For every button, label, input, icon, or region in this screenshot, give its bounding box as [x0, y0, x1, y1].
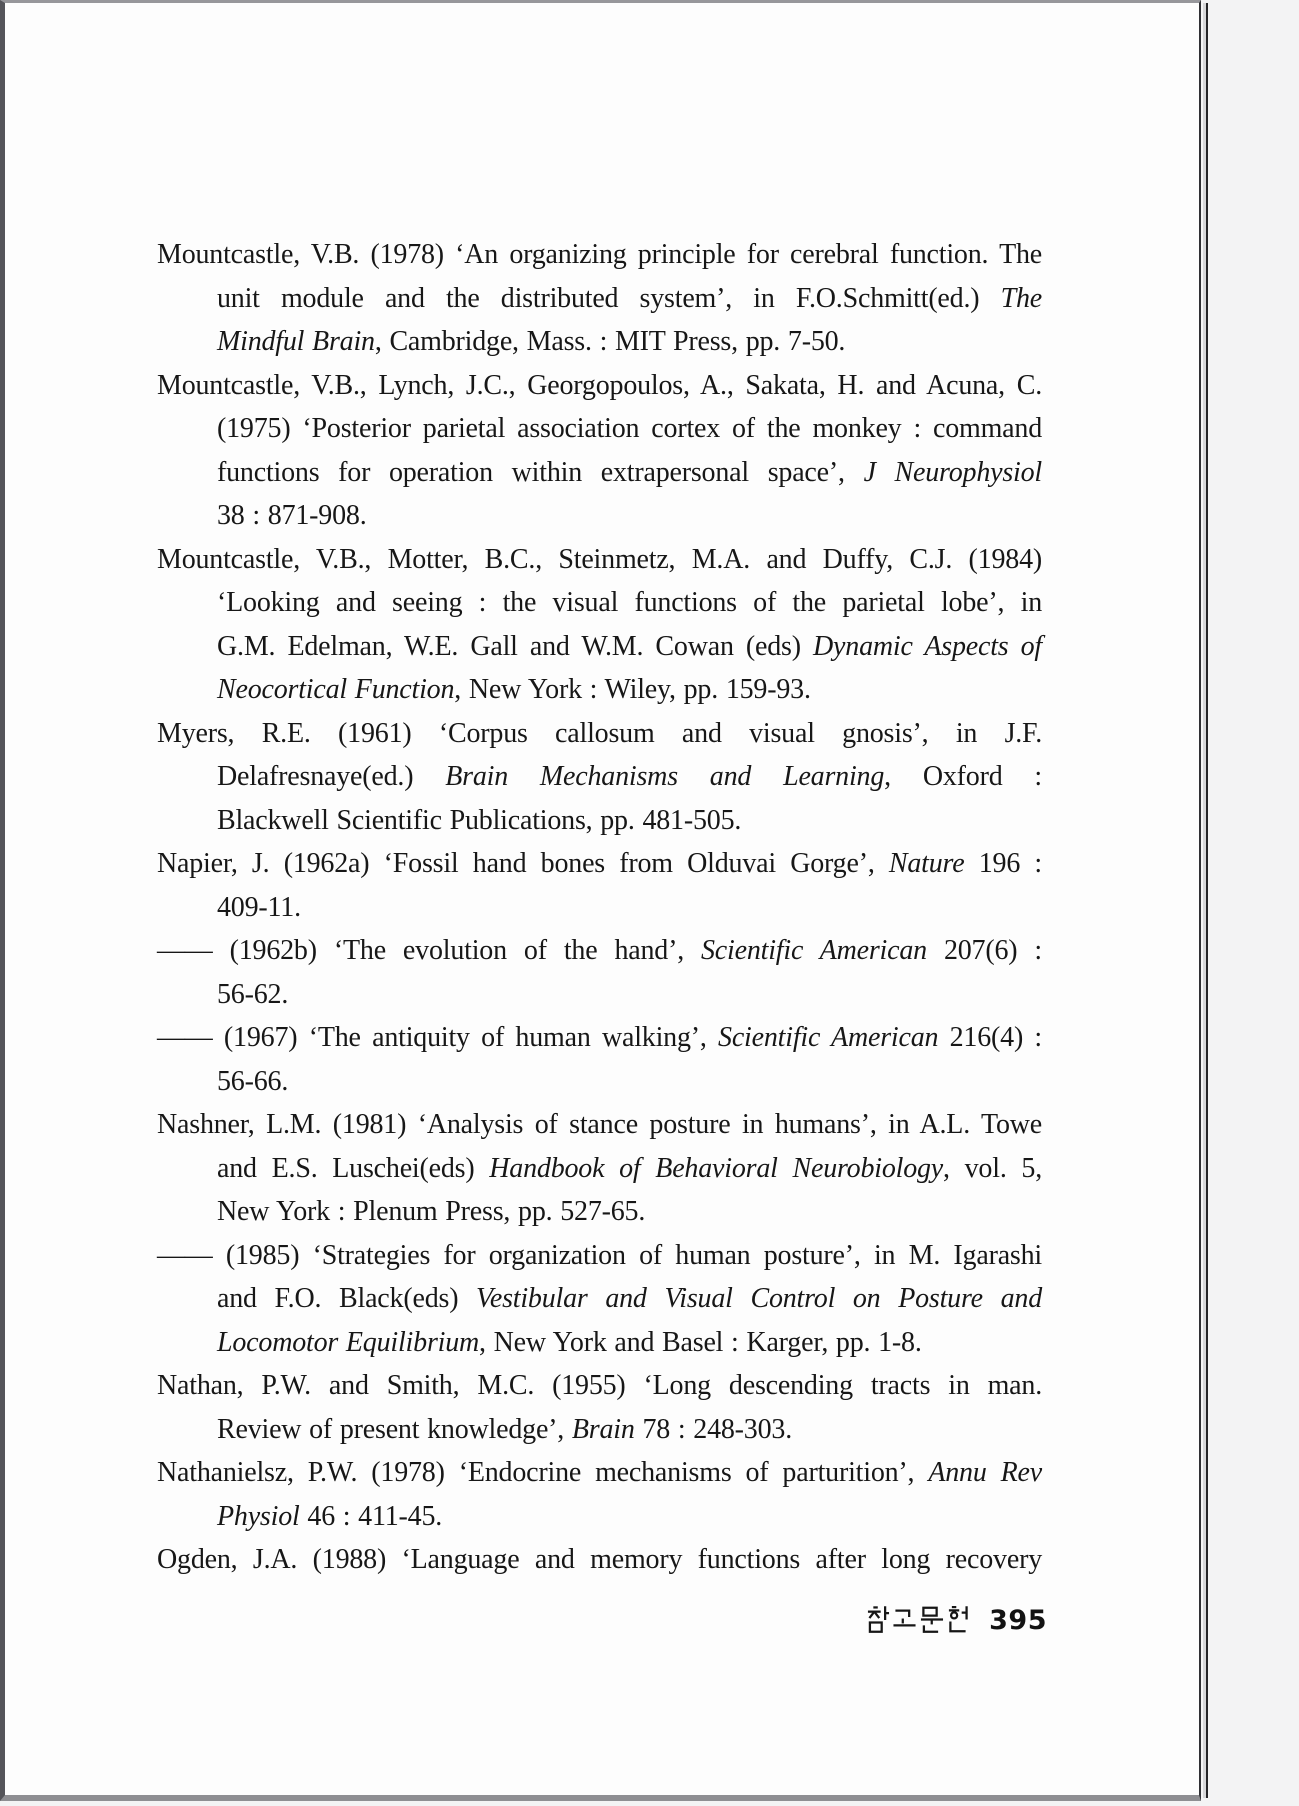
reference-title-segment: Vestibular and Visual Control on Posture and — [476, 1283, 1042, 1314]
reference-text-segment: and F.O. Black(eds) — [217, 1283, 477, 1314]
reference-line — [157, 842, 1042, 886]
reference-line — [157, 1321, 1042, 1365]
page-footer — [157, 1605, 1047, 1636]
reference-line — [157, 1538, 1042, 1582]
reference-text-segment: Nathan, P.W. and Smith, M.C. (1955) ‘Long descending tracts in man. — [157, 1370, 1042, 1401]
reference-line — [157, 1495, 1042, 1539]
reference-text-segment: Blackwell Scientific Publications, pp. 481-505. — [217, 804, 742, 836]
reference-line — [157, 973, 1042, 1017]
reference-text-segment: ‘Looking and seeing : the visual functions of the parietal lobe’, in — [217, 587, 1042, 618]
reference-text-segment: (1975) ‘Posterior parietal association cortex of the monkey : command — [217, 413, 1042, 444]
reference-title-segment: Neocortical Function — [217, 674, 455, 705]
reference-title-segment: Scientific American — [701, 935, 927, 966]
reference-title-segment: Scientific American — [718, 1022, 939, 1053]
page-number: 395 — [989, 1605, 1047, 1636]
reference-line — [157, 799, 1042, 843]
reference-text-segment: unit module and the distributed system’, in F.O.Schmitt(ed.) — [217, 282, 1001, 314]
reference-line — [157, 1147, 1042, 1191]
reference-text-segment: functions for operation within extrapersonal space’, — [217, 456, 864, 488]
reference-title-segment: Physiol — [217, 1500, 300, 1532]
reference-text-segment: Nathanielsz, P.W. (1978) ‘Endocrine mechanisms of parturition’, — [157, 1457, 929, 1488]
reference-text-segment: 56-66. — [217, 1065, 289, 1097]
reference-text-segment: 46 : 411-45. — [299, 1500, 443, 1532]
reference-title-segment: The — [1000, 282, 1042, 314]
reference-line — [157, 1060, 1042, 1104]
reference-line — [157, 1234, 1042, 1278]
reference-text-segment: G.M. Edelman, W.E. Gall and W.M. Cowan (eds) — [217, 630, 814, 662]
reference-title-segment: Handbook of Behavioral Neurobiology — [489, 1152, 944, 1184]
reference-text-segment: New York : Plenum Press, pp. 527-65. — [217, 1196, 646, 1227]
reference-title-segment: Nature — [888, 848, 965, 879]
page-edge — [1203, 3, 1208, 1798]
reference-line — [157, 755, 1042, 799]
reference-title-segment: Locomotor Equilibrium — [217, 1326, 480, 1358]
reference-text-segment: Nashner, L.M. (1981) ‘Analysis of stance posture in humans’, in A.L. Towe — [157, 1109, 1042, 1140]
reference-text-segment: 409-11. — [217, 891, 301, 923]
reference-line — [157, 712, 1042, 756]
reference-line — [157, 320, 1042, 364]
reference-title-segment: Mindful Brain — [217, 326, 375, 357]
reference-text-segment: Review of present knowledge’, — [217, 1413, 572, 1445]
reference-text-segment: 78 : 248-303. — [634, 1413, 792, 1445]
reference-title-segment: Brain Mechanisms and Learning — [445, 761, 885, 792]
references-list — [157, 233, 1042, 1582]
reference-text-segment: —— (1985) ‘Strategies for organization of human posture’, in M. Igarashi — [157, 1239, 1042, 1271]
reference-line — [157, 1277, 1042, 1321]
reference-line — [157, 1364, 1042, 1408]
reference-line — [157, 886, 1042, 930]
reference-title-segment: Brain — [571, 1413, 635, 1445]
reference-line — [157, 1408, 1042, 1452]
reference-text-segment: , New York and Basel : Karger, pp. 1-8. — [479, 1326, 922, 1358]
reference-title-segment: Dynamic Aspects of — [813, 630, 1042, 662]
reference-text-segment: Mountcastle, V.B. (1978) ‘An organizing principle for cerebral function. The — [157, 239, 1042, 270]
reference-text-segment: Mountcastle, V.B., Lynch, J.C., Georgopoulos, A., Sakata, H. and Acuna, C. — [157, 369, 1042, 401]
reference-text-segment: 196 : — [964, 848, 1042, 879]
reference-line — [157, 625, 1042, 669]
reference-line — [157, 668, 1042, 712]
reference-text-segment: Myers, R.E. (1961) ‘Corpus callosum and visual gnosis’, in J.F. — [157, 717, 1042, 749]
reference-text-segment: , Cambridge, Mass. : MIT Press, pp. 7-50. — [374, 326, 846, 357]
reference-line — [157, 1103, 1042, 1147]
reference-line — [157, 233, 1042, 277]
reference-text-segment: 56-62. — [217, 978, 289, 1010]
reference-line — [157, 929, 1042, 973]
reference-text-segment: —— (1967) ‘The antiquity of human walking’, — [157, 1022, 719, 1053]
reference-text-segment: Delafresnaye(ed.) — [217, 761, 446, 792]
reference-title-segment: Annu Rev — [928, 1457, 1042, 1488]
reference-line — [157, 494, 1042, 538]
reference-text-segment: 38 : 871-908. — [217, 500, 367, 531]
reference-text-segment: , vol. 5, — [943, 1152, 1043, 1184]
reference-line — [157, 581, 1042, 625]
reference-line — [157, 538, 1042, 582]
reference-title-segment: J Neurophysiol — [863, 456, 1042, 488]
reference-line — [157, 364, 1042, 408]
reference-text-segment: Mountcastle, V.B., Motter, B.C., Steinmetz, M.A. and Duffy, C.J. (1984) — [157, 543, 1042, 575]
reference-line — [157, 1190, 1042, 1234]
reference-text-segment: Napier, J. (1962a) ‘Fossil hand bones from Olduvai Gorge’, — [157, 848, 889, 879]
reference-line — [157, 451, 1042, 495]
reference-line — [157, 1451, 1042, 1495]
reference-text-segment: 207(6) : — [926, 935, 1042, 966]
reference-text-segment: and E.S. Luschei(eds) — [217, 1152, 490, 1184]
reference-text-segment: 216(4) : — [938, 1022, 1042, 1053]
reference-line — [157, 1016, 1042, 1060]
references-label-korean — [865, 1606, 971, 1634]
reference-text-segment: , Oxford : — [884, 761, 1042, 792]
reference-line — [157, 277, 1042, 321]
reference-text-segment: —— (1962b) ‘The evolution of the hand’, — [157, 935, 701, 966]
reference-text-segment: Ogden, J.A. (1988) ‘Language and memory functions after long recovery — [157, 1544, 1042, 1575]
reference-line — [157, 407, 1042, 451]
reference-text-segment: , New York : Wiley, pp. 159-93. — [454, 674, 811, 705]
